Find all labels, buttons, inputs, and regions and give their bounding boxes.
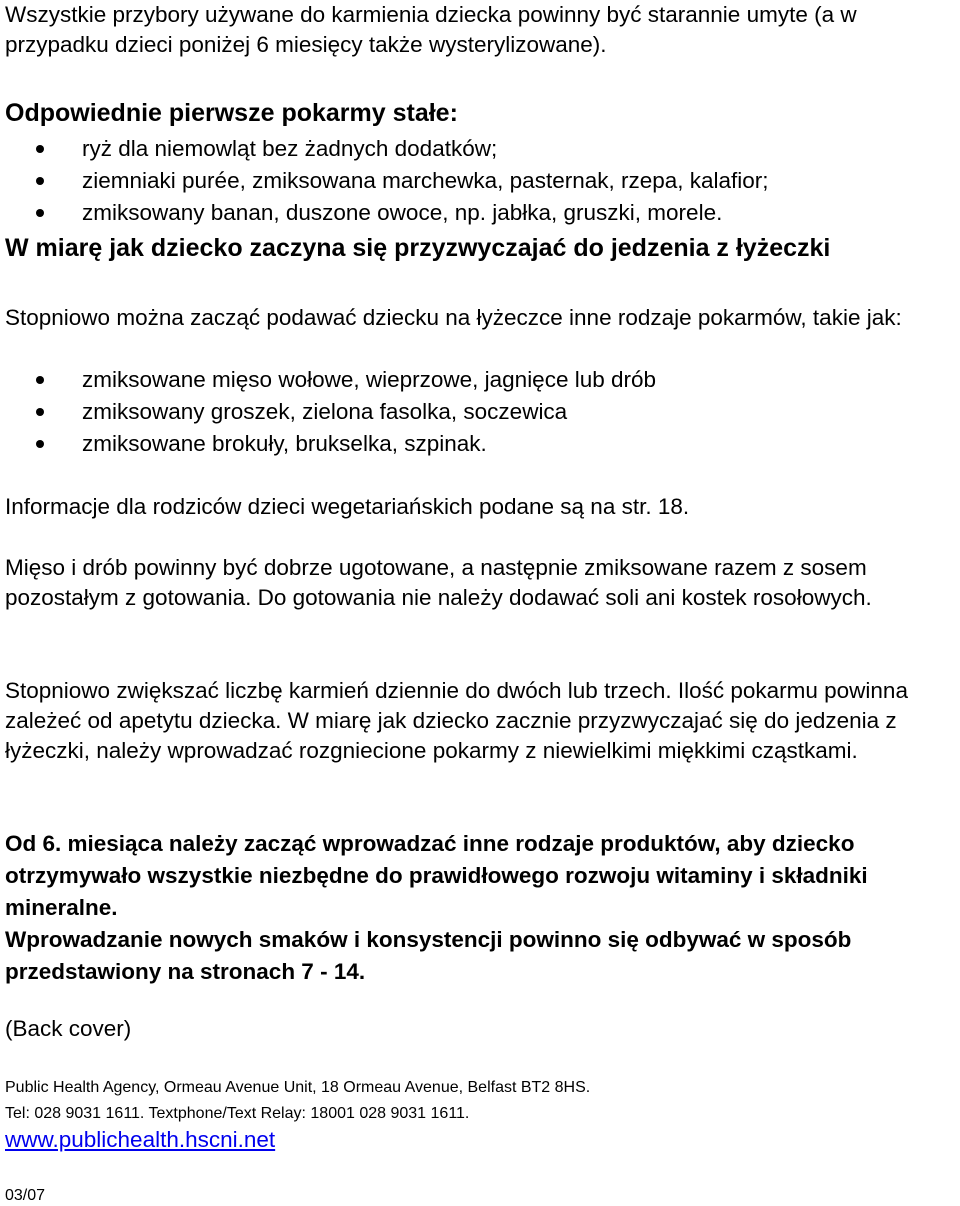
bullet-icon (36, 177, 44, 185)
vegetarian-info-paragraph: Informacje dla rodziców dzieci wegetariańskich podane są na str. 18. (5, 494, 690, 519)
agency-address: Public Health Agency, Ormeau Avenue Unit, 18 Ormeau Avenue, Belfast BT2 8HS. (5, 1079, 591, 1096)
first-solids-list (5, 133, 955, 229)
list-item: ryż dla niemowląt bez żadnych dodatków; (5, 133, 955, 165)
new-flavours-paragraph: Wprowadzanie nowych smaków i konsystencji powinno się odbywać w sposób przedstawiony na stronach 7 - 14. (5, 927, 852, 984)
bullet-icon (36, 145, 44, 153)
bullet-icon (36, 376, 44, 384)
list-item: ziemniaki purée, zmiksowana marchewka, pasternak, rzepa, kalafior; (5, 165, 955, 197)
list-item: zmiksowane brokuły, brukselka, szpinak. (5, 428, 955, 460)
website-link[interactable]: www.publichealth.hscni.net (5, 1127, 276, 1152)
list-item: zmiksowane mięso wołowe, wieprzowe, jagnięce lub drób (5, 364, 955, 396)
six-months-paragraph: Od 6. miesiąca należy zacząć wprowadzać inne rodzaje produktów, aby dziecko otrzymywało wszystkie niezbędne do prawidłowego rozwoju witaminy i składniki mineralne. (5, 831, 868, 920)
list-item: zmiksowany banan, duszone owoce, np. jabłka, gruszki, morele. (5, 197, 955, 229)
heading-spoon-feeding: W miarę jak dziecko zaczyna się przyzwyczajać do jedzenia z łyżeczki (5, 234, 831, 262)
meal-frequency-paragraph: Stopniowo zwiększać liczbę karmień dziennie do dwóch lub trzech. Ilość pokarmu powinna zależeć od apetytu dziecka. W miarę jak dziecko zacznie przyzwyczajać się do jedzenia z łyżeczki, należy wprowadzać rozgniecione pokarmy z niewielkimi miękkimi cząstkami. (5, 678, 908, 763)
document-code: 03/07 (5, 1187, 46, 1204)
contact-telephone: Tel: 028 9031 1611. Textphone/Text Relay: 18001 028 9031 1611. (5, 1105, 470, 1122)
spoon-foods-list (5, 364, 955, 460)
bullet-icon (36, 408, 44, 416)
spoon-feeding-intro: Stopniowo można zacząć podawać dziecku na łyżeczce inne rodzaje pokarmów, takie jak: (5, 305, 902, 330)
bullet-icon (36, 209, 44, 217)
list-item: zmiksowany groszek, zielona fasolka, soczewica (5, 396, 955, 428)
heading-first-solids: Odpowiednie pierwsze pokarmy stałe: (5, 99, 458, 127)
back-cover-label: (Back cover) (5, 1016, 132, 1041)
meat-preparation-paragraph: Mięso i drób powinny być dobrze ugotowane, a następnie zmiksowane razem z sosem pozostałym z gotowania. Do gotowania nie należy dodawać soli ani kostek rosołowych. (5, 555, 872, 610)
intro-paragraph: Wszystkie przybory używane do karmienia dziecka powinny być starannie umyte (a w przypadku dzieci poniżej 6 miesięcy także wysterylizowane). (5, 2, 857, 57)
bullet-icon (36, 440, 44, 448)
